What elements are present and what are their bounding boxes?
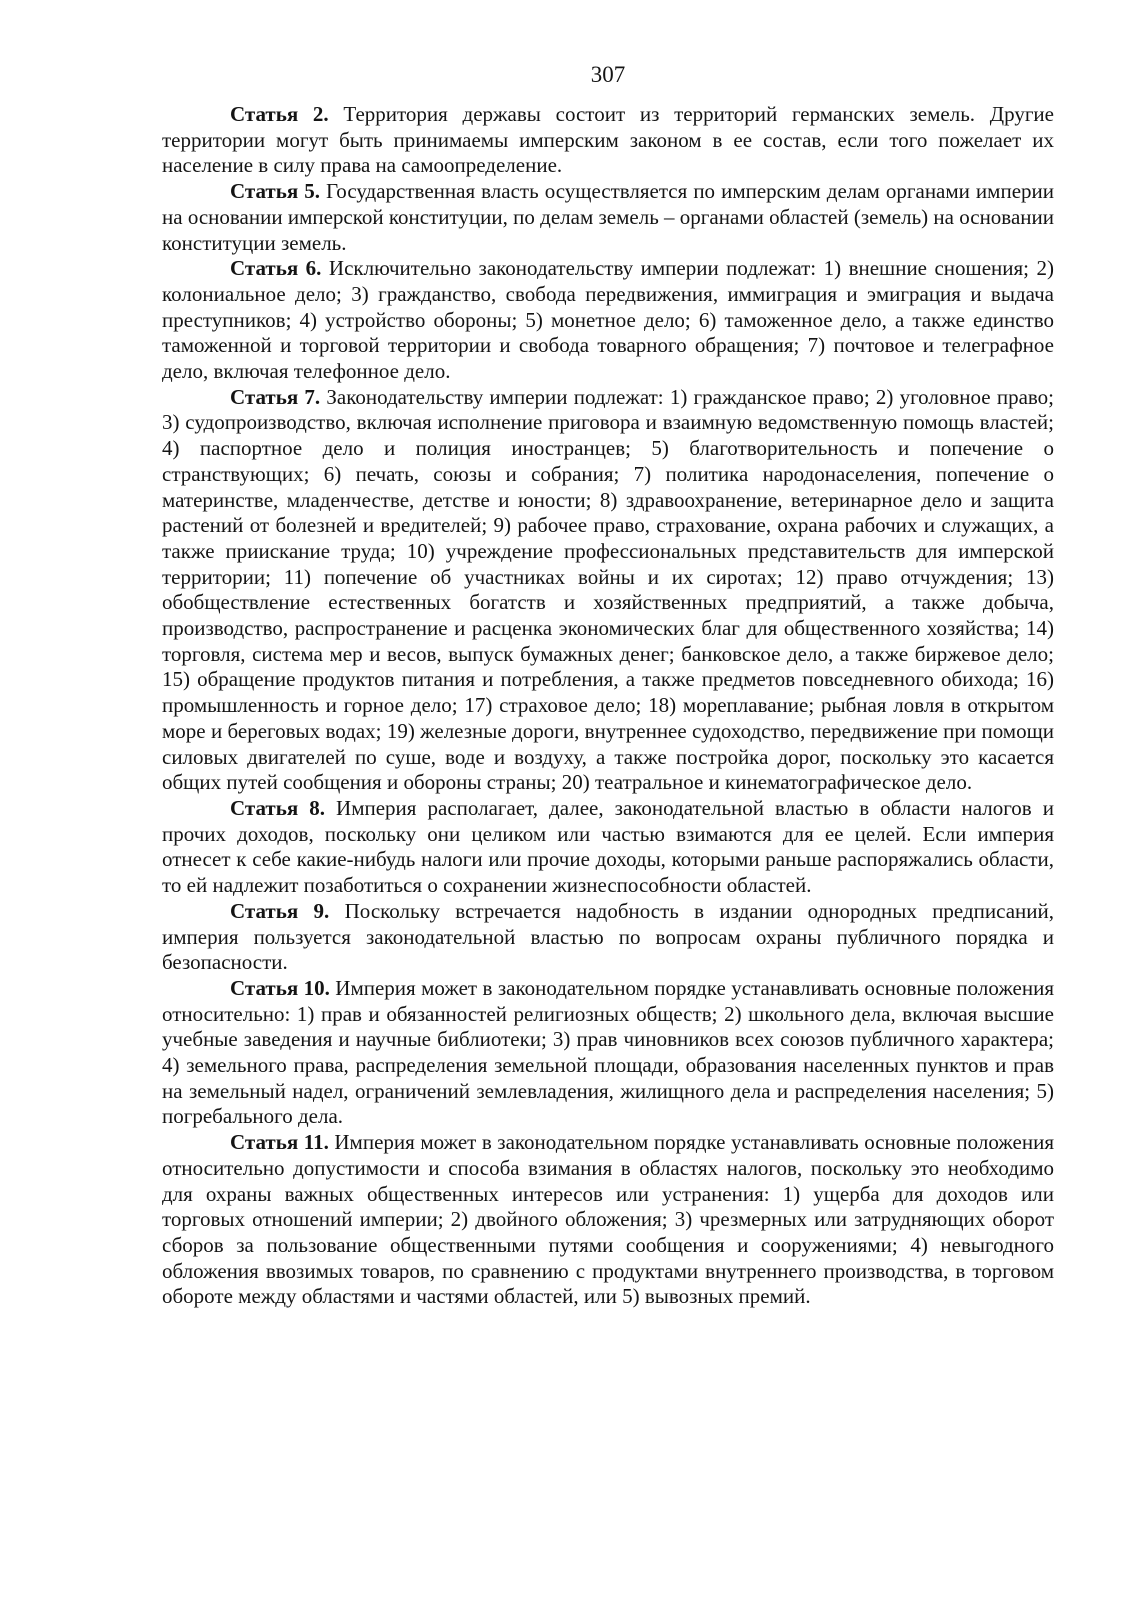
document-page bbox=[162, 62, 1054, 1310]
article-11 bbox=[162, 1130, 1054, 1310]
article-label: Статья 9. bbox=[230, 898, 330, 923]
article-text: Империя может в законодательном порядке устанавливать основные положения относительно допустимости и способа взимания в областях налогов, поскольку это необходимо для охраны важных общественных интересов или устранения: 1) ущерба для доходов или торговых отношений империи; 2) двойного обложения; 3) чрезмерных или затрудняющих оборот сборов за пользование общественными путями сообщения и сооружениями; 4) невыгодного обложения ввозимых товаров, по сравнению с продуктами внутреннего производства, в торговом обороте между областями и частями областей, или 5) вывозных премий. bbox=[162, 1130, 1054, 1309]
article-text: Империя располагает, далее, законодательной властью в области налогов и прочих доходов, поскольку они целиком или частью взимаются для ее целей. Если империя отнесет к себе какие-нибудь налоги или прочие доходы, которыми раньше распоряжались области, то ей надлежит позаботиться о сохранении жизнеспособности областей. bbox=[162, 795, 1055, 898]
article-label: Статья 11. bbox=[230, 1130, 329, 1155]
article-7 bbox=[162, 385, 1054, 796]
page-number: 307 bbox=[590, 62, 626, 87]
article-label: Статья 5. bbox=[230, 179, 320, 204]
article-label: Статья 10. bbox=[230, 975, 330, 1000]
article-text: Государственная власть осуществляется по имперским делам органами империи на основании имперской конституции, по делам земель – органами областей (земель) на основании конституции земель. bbox=[162, 179, 1054, 255]
article-label: Статья 8. bbox=[230, 795, 325, 820]
article-text: Империя может в законодательном порядке устанавливать основные положения относительно: 1) прав и обязанностей религиозных обществ; 2) школьного дела, включая высшие учебные заведения и научные библиотеки; 3) прав чиновников всех союзов публичного характера; 4) земельного права, распределения земельной площади, образования населенных пунктов и прав на земельный надел, ограничений землевладения, жилищного дела и распределения населения; 5) погребального дела. bbox=[162, 975, 1055, 1129]
article-8 bbox=[162, 796, 1054, 899]
article-2 bbox=[162, 102, 1054, 179]
article-9 bbox=[162, 899, 1054, 976]
article-text: Законодательству империи подлежат: 1) гражданское право; 2) уголовное право; 3) судопроизводство, включая исполнение приговора и взаимную ведомственную помощь властей; 4) паспортное дело и полиция иностранцев; 5) благотворительность и попечение о странствующих; 6) печать, союзы и собрания; 7) политика народонаселения, попечение о материнстве, младенчестве, детстве и юности; 8) здравоохранение, ветеринарное дело и защита растений от болезней и вредителей; 9) рабочее право, страхование, охрана рабочих и служащих, а также приискание труда; 10) учреждение профессиональных представительств для имперской территории; 11) попечение об участниках войны и их сиротах; 12) право отчуждения; 13) обобществление естественных богатств и хозяйственных предприятий, а также добыча, производство, распространение и расценка экономических благ для общественного хозяйства; 14) торговля, система мер и весов, выпуск бумажных денег; банковское дело, а также биржевое дело; 15) обращение продуктов питания и потребления, а также предметов повседневного обихода; 16) промышленность и горное дело; 17) страховое дело; 18) мореплавание; рыбная ловля в открытом море и береговых водах; 19) железные дороги, внутреннее судоходство, передвижение при помощи силовых двигателей по суше, воде и воздуху, а также постройка дорог, поскольку это касается общих путей сообщения и обороны страны; 20) театральное и кинематографическое дело. bbox=[162, 384, 1054, 795]
article-text: Исключительно законодательству империи подлежат: 1) внешние сношения; 2) колониальное дело; 3) гражданство, свобода передвижения, иммиграция и эмиграция и выдача преступников; 4) устройство обороны; 5) монетное дело; 6) таможенное дело, а также единство таможенной и торговой территории и свобода товарного обращения; 7) почтовое и телеграфное дело, включая телефонное дело. bbox=[162, 256, 1054, 384]
article-label: Статья 2. bbox=[230, 102, 329, 126]
article-5 bbox=[162, 179, 1054, 256]
article-6 bbox=[162, 256, 1054, 385]
article-label: Статья 6. bbox=[230, 256, 322, 281]
article-10 bbox=[162, 976, 1054, 1130]
article-text: Территория державы состоит из территорий германских земель. Другие территории могут быть принимаемы имперским законом в ее состав, если того пожелает их население в силу права на самоопределение. bbox=[162, 102, 1054, 178]
article-label: Статья 7. bbox=[230, 384, 321, 409]
article-text: Поскольку встречается надобность в издании однородных предписаний, империя пользуется законодательной властью по вопросам охраны публичного порядка и безопасности. bbox=[162, 898, 1055, 975]
